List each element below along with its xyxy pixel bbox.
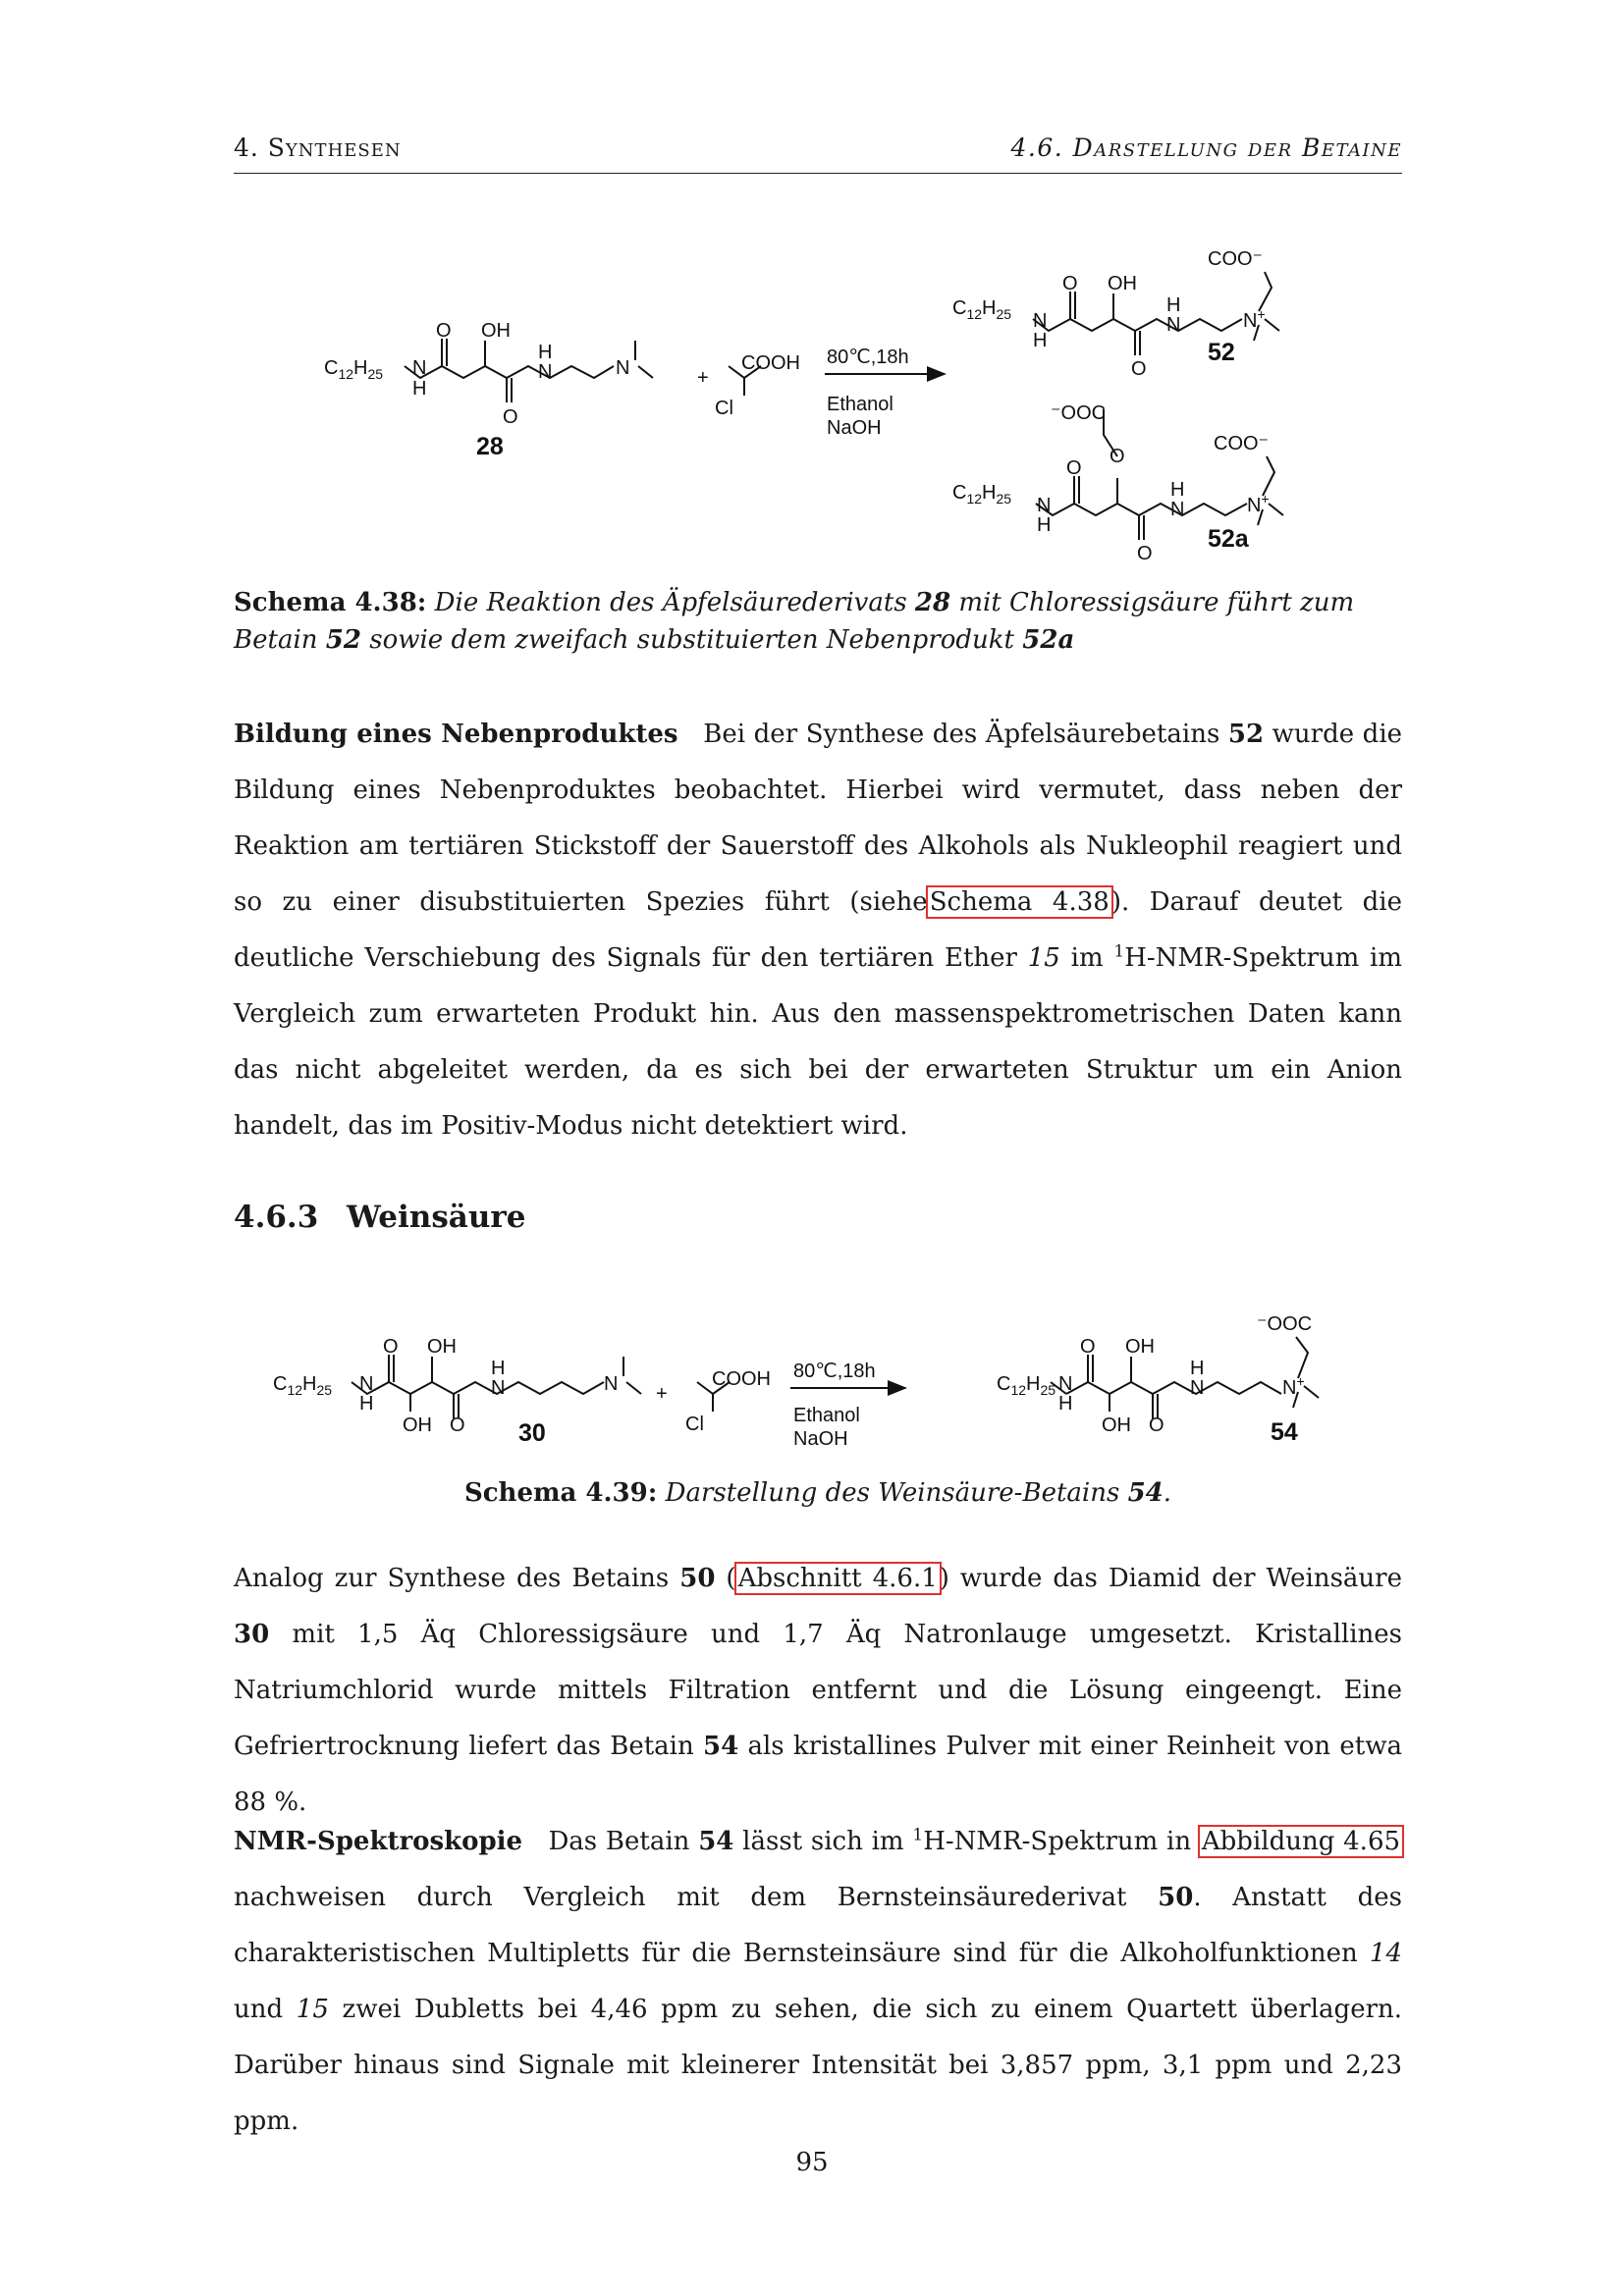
running-header: [234, 133, 1402, 174]
section-heading: [234, 1200, 525, 1235]
paragraph-text: mit 1,5 Äq Chloressigsäure und 1,7 Äq Natronlauge umgesetzt. Kristallines Natriumchlorid wurde mittels Filtration entfernt und die Lösung eingeengt. Eine Gefriertrocknung liefert das Betain: [234, 1620, 1403, 1761]
svg-text:H: H: [1166, 294, 1181, 316]
carboxylate-52a-ether: ⁻OOC: [1051, 402, 1107, 424]
caption-text: mit Chloressigsäure führt zum Betain: [234, 588, 1355, 655]
svg-text:H: H: [1190, 1358, 1205, 1379]
svg-text:O: O: [1066, 457, 1082, 479]
conditions-top-438: 80℃,18h: [827, 347, 909, 368]
compound-label-52a: 52a: [1208, 525, 1249, 553]
svg-text:H: H: [538, 342, 553, 363]
superscript: 1: [912, 1825, 924, 1845]
compound-label-28: 28: [476, 433, 504, 460]
svg-text:N: N: [1037, 495, 1052, 516]
svg-text:C12H25: $C_{12}H_{25}$: [324, 357, 384, 382]
svg-text:O: O: [1110, 446, 1125, 467]
atom-ref: 14: [1369, 1939, 1403, 1968]
svg-text:N: N: [1058, 1373, 1073, 1395]
svg-text:O: O: [1149, 1415, 1164, 1436]
svg-text:OH: OH: [1108, 273, 1137, 294]
paragraph-text: Analog zur Synthese des Betains: [234, 1564, 670, 1593]
svg-text:N: N: [1166, 314, 1181, 336]
paragraph-title: Bildung eines Nebenproduktes: [234, 720, 678, 749]
compound-ref: 30: [234, 1620, 270, 1649]
svg-text:N: N: [1033, 310, 1048, 332]
paragraph-text: als kristallines Pulver mit einer Reinheit von etwa 88 %.: [234, 1732, 1403, 1817]
reagent-cl: Cl: [715, 398, 733, 419]
compound-ref: 52: [1227, 720, 1265, 749]
paragraph-title: NMR-Spektroskopie: [234, 1827, 523, 1856]
paragraph-text: Das Betain: [548, 1827, 690, 1856]
svg-text:N: N: [538, 361, 553, 383]
page-number: 95: [795, 2148, 829, 2177]
superscript: 1: [1113, 941, 1125, 962]
caption-label: Schema 4.39:: [463, 1478, 658, 1508]
conditions-top-439: 80℃,18h: [793, 1361, 876, 1382]
caption-ref-28: 28: [914, 588, 951, 617]
paragraph-text: zwei Dubletts bei 4,46 ppm zu sehen, die sich zu einem Quartett überlagern. Darüber hinaus sind Signale mit kleinerer Intensität bei 3,857 ppm, 3,1 ppm und 2,23 ppm.: [234, 1995, 1403, 2136]
compound-ref: 50: [1158, 1883, 1194, 1912]
svg-text:N: N: [604, 1373, 619, 1395]
carboxylate-52: COO⁻: [1208, 248, 1264, 270]
svg-text:O: O: [1080, 1336, 1096, 1358]
svg-text:H: H: [1058, 1393, 1073, 1415]
paragraph-text: lässt sich im: [742, 1827, 904, 1856]
caption-text: Die Reaktion des Äpfelsäurederivats: [434, 588, 907, 617]
svg-text:OH: OH: [1125, 1336, 1155, 1358]
caption-scheme-4-38: [234, 584, 1402, 659]
link-schema-4-38[interactable]: Schema 4.38: [929, 887, 1110, 917]
svg-text:H: H: [1037, 514, 1052, 536]
paragraph-text: Bei der Synthese des Äpfelsäurebetains: [703, 720, 1220, 749]
svg-text:O: O: [503, 406, 518, 428]
svg-text:+: +: [697, 367, 709, 389]
paragraph-text: und: [234, 1995, 284, 2024]
conditions-solvent-439: Ethanol: [793, 1405, 860, 1426]
svg-text:H: H: [1033, 330, 1048, 351]
compound-label-52: 52: [1208, 339, 1235, 366]
svg-text:N: N: [412, 357, 427, 379]
caption-ref-54: 54: [1127, 1478, 1164, 1508]
caption-label: Schema 4.38:: [234, 588, 427, 617]
caption-ref-52a: 52a: [1022, 625, 1075, 655]
svg-text:O: O: [450, 1415, 465, 1436]
paragraph-text: H-NMR-Spektrum im Vergleich zum erwarteten Produkt hin. Aus den massenspektrometrischen Daten kann das nicht abgeleitet werden, da es sich bei der erwarteten Struktur um ein Anion handelt, das im Positiv-Modus nicht detektiert wird.: [234, 943, 1403, 1141]
reagent-cooh: COOH: [741, 352, 800, 374]
svg-text:N: N: [1170, 499, 1185, 520]
svg-text:C12H25: $C_{12}H_{25}$: [997, 1373, 1056, 1398]
section-number: 4.6.3: [234, 1200, 319, 1235]
svg-text:H: H: [359, 1393, 374, 1415]
reagent-cl: Cl: [685, 1414, 704, 1435]
paragraph-nmr: [234, 1814, 1402, 2150]
svg-text:N+: N+: [1282, 1373, 1305, 1399]
svg-text:C12H25: $C_{12}H_{25}$: [952, 482, 1012, 507]
conditions-base-438: NaOH: [827, 417, 882, 439]
svg-text:H: H: [491, 1358, 506, 1379]
carboxylate-54: ⁻OOC: [1257, 1313, 1313, 1335]
compound-label-54: 54: [1271, 1418, 1298, 1446]
compound-ref: 54: [698, 1827, 734, 1856]
compound-ref: 50: [679, 1564, 716, 1593]
svg-text:H: H: [1170, 479, 1185, 501]
svg-text:OH: OH: [1102, 1415, 1131, 1436]
caption-text: sowie dem zweifach substituierten Nebenprodukt: [369, 625, 1014, 655]
svg-text:C12H25: $C_{12}H_{25}$: [952, 297, 1012, 322]
paragraph-analog-synthese: Analog zur Synthese des Betains 50 (Abschnitt 4.6.1) wurde das Diamid der Weinsäure 30 mit 1,5 Äq Chloressigsäure und 1,7 Äq Natronlauge umgesetzt. Kristallines Natriumchlorid wurde mittels Filtration entfernt und die Lösung eingeengt. Eine Gefriertrocknung liefert das Betain 54 als kristallines Pulver mit einer Reinheit von etwa 88 %.: [234, 1564, 1403, 1817]
svg-text:OH: OH: [481, 320, 511, 342]
svg-text:+: +: [656, 1383, 668, 1405]
svg-text:O: O: [1137, 543, 1153, 564]
svg-text:O: O: [1131, 358, 1147, 380]
paragraph-nebenprodukt: [234, 707, 1402, 1154]
paragraph-text: nachweisen durch Vergleich mit dem Bernsteinsäurederivat: [234, 1883, 1127, 1912]
section-title: Weinsäure: [347, 1200, 526, 1235]
caption-text: Darstellung des Weinsäure-Betains: [665, 1478, 1120, 1508]
carboxylate-52a: COO⁻: [1214, 433, 1270, 454]
svg-text:N: N: [491, 1377, 506, 1399]
paragraph-text: wurde das Diamid der Weinsäure: [959, 1564, 1402, 1593]
caption-scheme-4-39: [234, 1474, 1402, 1512]
paragraph-text: . Anstatt des charakteristischen Multipletts für die Bernsteinsäure sind für die Alkoholfunktionen: [234, 1883, 1402, 1968]
svg-text:N+: N+: [1243, 306, 1266, 332]
link-abbildung-4-65[interactable]: Abbildung 4.65: [1201, 1827, 1401, 1856]
svg-text:C12H25: $C_{12}H_{25}$: [273, 1373, 333, 1398]
paragraph-text: H-NMR-Spektrum in: [923, 1827, 1192, 1856]
svg-text:OH: OH: [427, 1336, 457, 1358]
paragraph-text: wurde die Bildung eines Nebenproduktes beobachtet. Hierbei wird vermutet, dass neben der Reaktion am tertiären Stickstoff der Sauerstoff des Alkohols als Nukleophil reagiert und so zu einer disubstituierten Spezies führt (siehe: [234, 720, 1403, 917]
header-chapter: 4. Synthesen: [234, 133, 402, 162]
svg-text:O: O: [383, 1336, 399, 1358]
svg-text:N: N: [616, 357, 630, 379]
scheme-4-38: [314, 240, 1345, 564]
atom-ref: 15: [296, 1995, 329, 2024]
svg-text:O: O: [436, 320, 452, 342]
scheme-4-39: [265, 1296, 1365, 1453]
svg-text:N+: N+: [1247, 491, 1270, 516]
svg-text:OH: OH: [403, 1415, 432, 1436]
compound-ref: 54: [703, 1732, 739, 1761]
svg-text:N: N: [1190, 1377, 1205, 1399]
paragraph-text: im: [1070, 943, 1104, 973]
svg-text:N: N: [359, 1373, 374, 1395]
header-section: 4.6. Darstellung der Betaine: [1010, 133, 1402, 162]
svg-text:O: O: [1062, 273, 1078, 294]
svg-text:H: H: [412, 378, 427, 400]
reagent-cooh: COOH: [712, 1368, 771, 1390]
atom-ref: 15: [1027, 943, 1060, 973]
conditions-solvent-438: Ethanol: [827, 394, 893, 415]
caption-end: .: [1163, 1478, 1172, 1508]
caption-ref-52: 52: [325, 625, 361, 655]
conditions-base-439: NaOH: [793, 1428, 848, 1450]
compound-label-30: 30: [518, 1419, 546, 1447]
paragraph-text: ). Darauf deutet die deutliche Verschiebung des Signals für den tertiären Ether: [234, 887, 1402, 973]
link-abschnitt-4-6-1[interactable]: Abschnitt 4.6.1: [737, 1564, 938, 1593]
